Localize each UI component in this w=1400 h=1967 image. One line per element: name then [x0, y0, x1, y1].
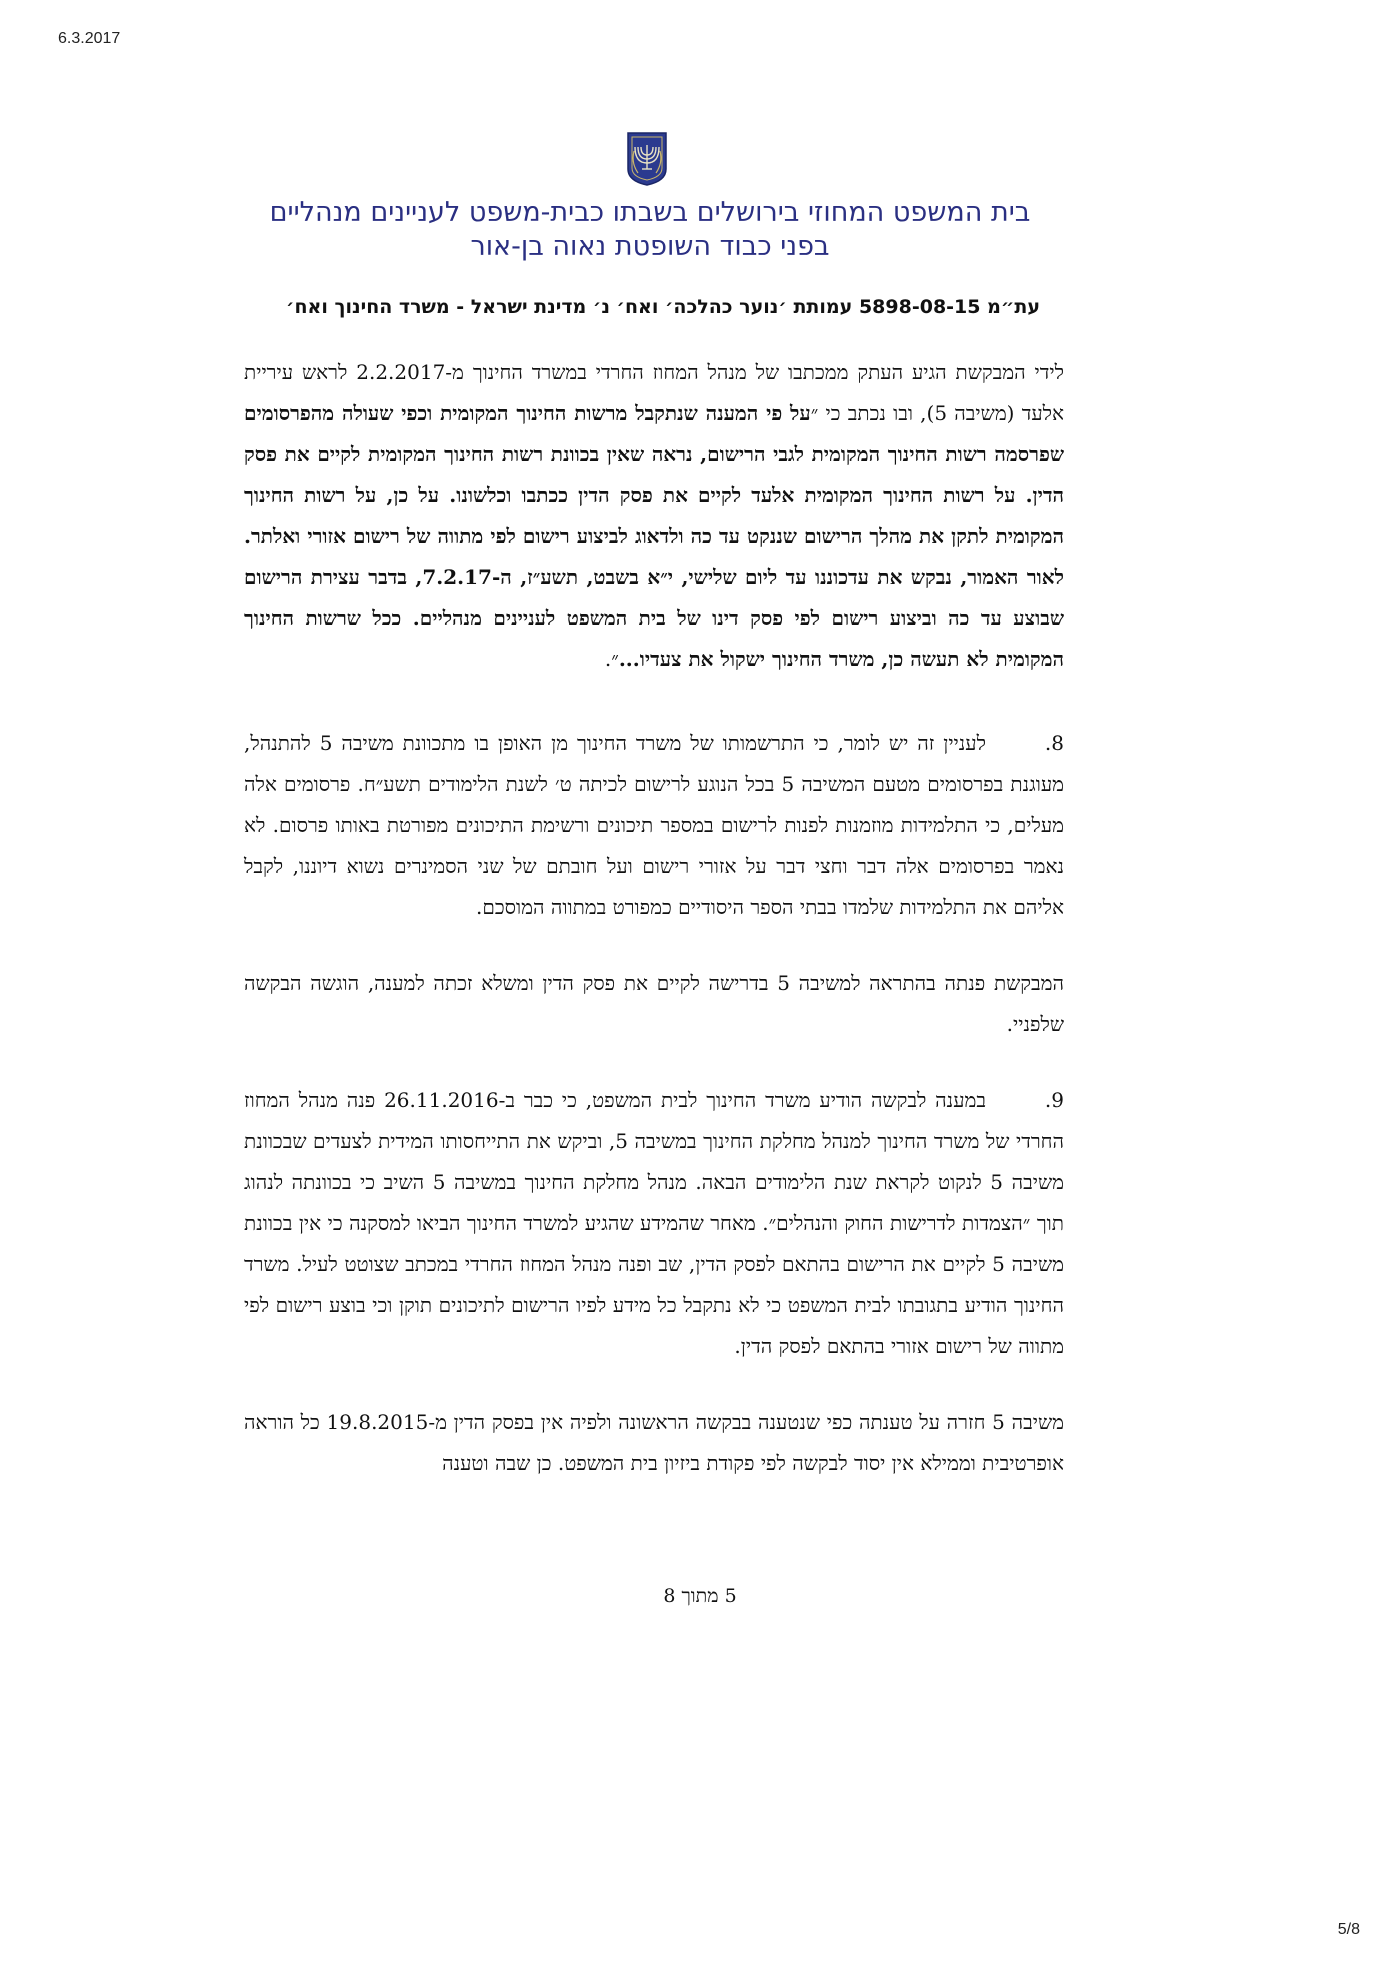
court-header: [200, 196, 1100, 264]
paragraph-8: [244, 723, 1064, 928]
paragraph-text: משיבה 5 חזרה על טענתה כפי שנטענה בבקשה הראשונה ולפיה אין בפסק הדין מ-19.8.2015 כל הוראה אופרטיבית וממילא אין יסוד לבקשה לפי פקודת ביזיון בית המשפט. כן שבה וטענה: [244, 1410, 1065, 1475]
paragraph-quote-bold: על פי המענה שנתקבל מרשות החינוך המקומית וכפי שעולה מהפרסומים שפרסמה רשות החינוך המקומית לגבי הרישום, נראה שאין בכוונת רשות החינוך המקומית לקיים את פסק הדין. על רשות החינוך המקומית אלעד לקיים את פסק הדין ככתבו וכלשונו. על כן, על רשות החינוך המקומית לתקן את מהלך הרישום שננקט עד כה ולדאוג לביצוע רישום לפי מתווה של רישום אזורי ואלתר. לאור האמור, נבקש את עדכוננו עד ליום שלישי, י״א בשבט, תשע״ז, ה-7.2.17, בדבר עצירת הרישום שבוצע עד כה וביצוע רישום לפי פסק דינו של בית המשפט לעניינים מנהליים. ככל שרשות החינוך המקומית לא תעשה כן, משרד החינוך ישקול את צעדיו...: [244, 401, 1064, 671]
paragraph-number: 8.: [1044, 731, 1064, 755]
paragraph-letter-quote: [244, 352, 1064, 680]
page-footer-number: 5 מתוך 8: [663, 1585, 737, 1607]
paragraph-text: במענה לבקשה הודיע משרד החינוך לבית המשפט, כי כבר ב-26.11.2016 פנה מנהל המחוז החרדי של משרד החינוך למנהל מחלקת החינוך במשיבה 5, וביקש את התייחסותו המידית לצעדים שבכוונת משיבה 5 לנקוט לקראת שנת הלימודים הבאה. מנהל מחלקת החינוך במשיבה 5 השיב כי בכוונתה לנהוג תוך ״הצמדות לדרישות החוק והנהלים״. מאחר שהמידע שהגיע למשרד החינוך הביאו למסקנה כי אין בכוונת משיבה 5 לקיים את הרישום בהתאם לפסק הדין, שב ופנה מנהל המחוז החרדי במכתב שצוטט לעיל. משרד החינוך הודיע בתגובתו לבית המשפט כי לא נתקבל כל מידע לפיו הרישום לתיכונים תוקן וכי בוצע רישום לפי מתווה של רישום אזורי בהתאם לפסק הדין.: [244, 1088, 1065, 1358]
paragraph-text: לידי המבקשת הגיע העתק ממכתבו של מנהל המחוז החרדי במשרד החינוך מ-2.2.2017 לראש עיריית אלעד (משיבה 5), ובו נכתב כי ״: [244, 360, 1064, 425]
case-title: עת״מ 5898-08-15 עמותת ׳נוער כהלכה׳ ואח׳ נ׳ מדינת ישראל - משרד החינוך ואח׳: [286, 296, 1040, 318]
paragraph-text: לעניין זה יש לומר, כי התרשמותו של משרד החינוך מן האופן בו מתכוונת משיבה 5 להתנהל, מעוגנת בפרסומים מטעם המשיבה 5 בכל הנוגע לרישום לכיתה ט׳ לשנת הלימודים תשע״ח. פרסומים אלה מעלים, כי התלמידות מוזמנות לפנות לרישום במספר תיכונים ורשימת התיכונים מפורטת באותו פרסום. לא נאמר בפרסומים אלה דבר וחצי דבר על אזורי רישום ועל חובתם של שני הסמינרים נשוא דיוננו, לקבל אליהם את התלמידות שלמדו בבתי הספר היסודיים כמפורט במתווה המוסכם.: [244, 731, 1064, 919]
print-date: 6.3.2017: [58, 30, 121, 47]
print-page-counter: 5/8: [1337, 1921, 1360, 1938]
court-name: בית המשפט המחוזי בירושלים בשבתו כבית-משפט לעניינים מנהליים: [269, 197, 1031, 228]
document-body-section: [244, 723, 1064, 1519]
state-emblem-icon: [626, 131, 668, 187]
judge-name: בפני כבוד השופטת נאוה בן-אור: [470, 231, 830, 262]
paragraph-quote-end: ״.: [604, 647, 619, 671]
paragraph-9: [244, 1080, 1064, 1367]
document-body: [244, 352, 1064, 715]
paragraph-notice: [244, 963, 1064, 1045]
paragraph-number: 9.: [1044, 1088, 1065, 1112]
paragraph-respondent-claim: [244, 1402, 1064, 1484]
paragraph-text: המבקשת פנתה בהתראה למשיבה 5 בדרישה לקיים את פסק הדין ומשלא זכתה למענה, הוגשה הבקשה שלפניי.: [244, 971, 1064, 1036]
